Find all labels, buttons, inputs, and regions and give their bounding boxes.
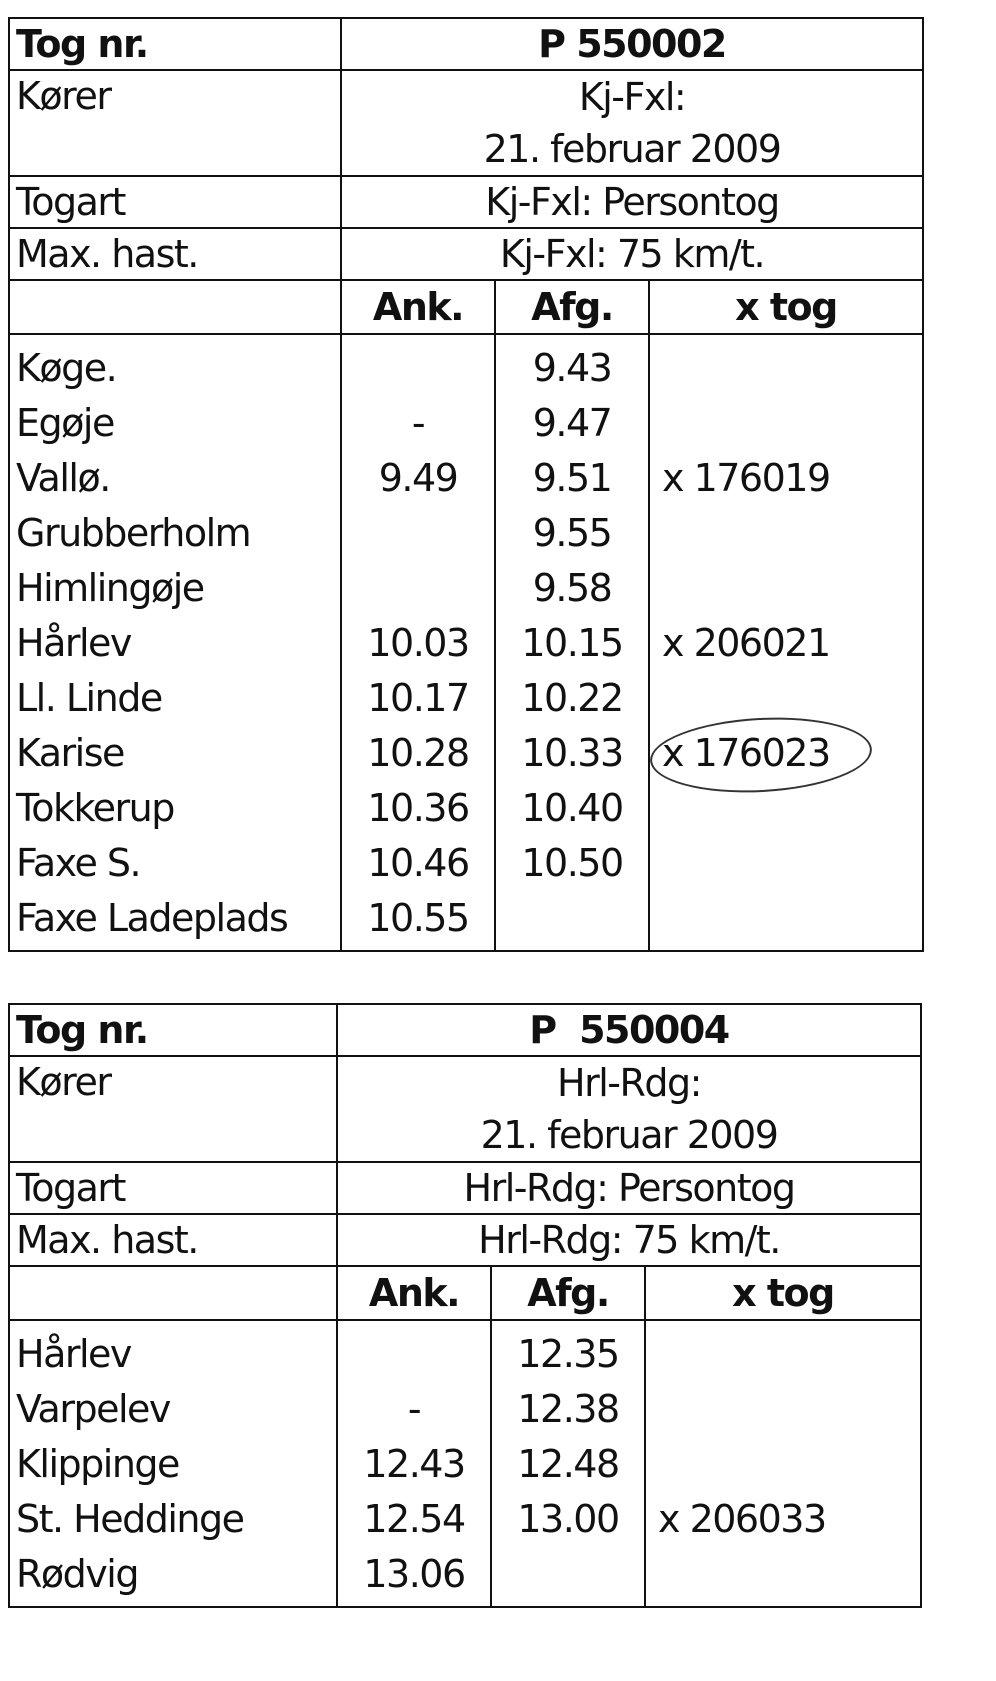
station-column bbox=[9, 334, 341, 951]
column-header-arrival: Ank. bbox=[337, 1266, 491, 1320]
station-name: Karise bbox=[16, 731, 124, 775]
train-type-row bbox=[9, 1162, 921, 1214]
train-type-label: Togart bbox=[9, 1162, 337, 1214]
crossing-train bbox=[656, 891, 916, 946]
max-speed-row bbox=[9, 228, 923, 280]
train-type-value: Hrl-Rdg: Persontog bbox=[337, 1162, 921, 1214]
arrival-column bbox=[341, 334, 495, 951]
crossing-train: x 176023 bbox=[662, 731, 830, 775]
station-name: St. Heddinge bbox=[16, 1497, 244, 1541]
arrival-time: 10.36 bbox=[367, 786, 469, 830]
arrival-time: 12.43 bbox=[363, 1442, 465, 1486]
max-speed-label: Max. hast. bbox=[9, 228, 341, 280]
departure-time: 12.35 bbox=[517, 1332, 619, 1376]
arrival-time bbox=[348, 341, 488, 396]
crossing-train: x 206021 bbox=[662, 621, 830, 665]
train-number-row bbox=[9, 1004, 921, 1056]
crossing-train: x 206033 bbox=[658, 1497, 826, 1541]
crossing-train bbox=[656, 396, 916, 451]
station-name: Himlingøje bbox=[16, 566, 204, 610]
max-speed-value: Kj-Fxl: 75 km/t. bbox=[341, 228, 923, 280]
column-header-station bbox=[9, 280, 341, 334]
departure-time: 10.33 bbox=[521, 731, 623, 775]
station-name: Hårlev bbox=[16, 621, 131, 665]
station-name: Faxe S. bbox=[16, 841, 141, 885]
station-name: Tokkerup bbox=[16, 786, 174, 830]
departure-column bbox=[495, 334, 649, 951]
crossing-train bbox=[656, 506, 916, 561]
departure-time: 12.48 bbox=[517, 1442, 619, 1486]
departure-time: 10.50 bbox=[521, 841, 623, 885]
train-number-row bbox=[9, 18, 923, 70]
driver-row bbox=[9, 1056, 921, 1162]
column-header-row bbox=[9, 1266, 921, 1320]
train-number-value: P 550004 bbox=[337, 1004, 921, 1056]
arrival-time bbox=[344, 1327, 484, 1382]
arrival-time: 10.28 bbox=[367, 731, 469, 775]
crossing-train bbox=[656, 781, 916, 836]
column-header-arrival: Ank. bbox=[341, 280, 495, 334]
station-name: Rødvig bbox=[16, 1552, 138, 1596]
column-header-departure: Afg. bbox=[495, 280, 649, 334]
crossing-column bbox=[645, 1320, 921, 1607]
station-name: Grubberholm bbox=[16, 511, 251, 555]
station-name: Faxe Ladeplads bbox=[16, 896, 288, 940]
arrival-time: 10.46 bbox=[367, 841, 469, 885]
max-speed-label: Max. hast. bbox=[9, 1214, 337, 1266]
crossing-train bbox=[652, 1547, 914, 1602]
arrival-time: 13.06 bbox=[363, 1552, 465, 1596]
arrival-time: - bbox=[407, 1387, 421, 1431]
departure-time bbox=[498, 1547, 638, 1602]
column-header-station bbox=[9, 1266, 337, 1320]
driver-date: 21. februar 2009 bbox=[483, 127, 781, 171]
arrival-time bbox=[348, 561, 488, 616]
stops-body bbox=[9, 1320, 921, 1607]
crossing-train bbox=[656, 836, 916, 891]
departure-time: 9.58 bbox=[532, 566, 612, 610]
arrival-time: - bbox=[411, 401, 425, 445]
departure-time: 9.51 bbox=[532, 456, 612, 500]
station-name: Hårlev bbox=[16, 1332, 131, 1376]
arrival-time: 10.17 bbox=[367, 676, 469, 720]
station-name: Køge. bbox=[16, 346, 117, 390]
crossing-train bbox=[652, 1382, 914, 1437]
arrival-time: 9.49 bbox=[378, 456, 458, 500]
driver-value bbox=[337, 1056, 921, 1162]
train-type-value: Kj-Fxl: Persontog bbox=[341, 176, 923, 228]
stops-body bbox=[9, 334, 923, 951]
max-speed-row bbox=[9, 1214, 921, 1266]
crossing-train bbox=[652, 1327, 914, 1382]
train-number-label: Tog nr. bbox=[9, 18, 341, 70]
crossing-train bbox=[656, 341, 916, 396]
arrival-time bbox=[348, 506, 488, 561]
crossing-train bbox=[656, 671, 916, 726]
station-name: Klippinge bbox=[16, 1442, 179, 1486]
driver-label: Kører bbox=[9, 70, 341, 176]
departure-time: 12.38 bbox=[517, 1387, 619, 1431]
timetable-1 bbox=[8, 17, 924, 952]
driver-route: Kj-Fxl: bbox=[578, 75, 686, 119]
driver-row bbox=[9, 70, 923, 176]
departure-time: 9.47 bbox=[532, 401, 612, 445]
crossing-train bbox=[652, 1437, 914, 1492]
train-type-label: Togart bbox=[9, 176, 341, 228]
driver-date: 21. februar 2009 bbox=[480, 1113, 778, 1157]
driver-route: Hrl-Rdg: bbox=[557, 1061, 701, 1105]
column-header-crossing: x tog bbox=[645, 1266, 921, 1320]
timetable-2 bbox=[8, 1003, 922, 1608]
crossing-train-circled bbox=[656, 726, 916, 781]
driver-label: Kører bbox=[9, 1056, 337, 1162]
handwritten-circle-annotation bbox=[662, 726, 830, 781]
column-header-crossing: x tog bbox=[649, 280, 923, 334]
departure-time: 13.00 bbox=[517, 1497, 619, 1541]
departure-column bbox=[491, 1320, 645, 1607]
departure-time: 10.15 bbox=[521, 621, 623, 665]
train-number-value: P 550002 bbox=[341, 18, 923, 70]
driver-value bbox=[341, 70, 923, 176]
arrival-time: 12.54 bbox=[363, 1497, 465, 1541]
max-speed-value: Hrl-Rdg: 75 km/t. bbox=[337, 1214, 921, 1266]
column-header-row bbox=[9, 280, 923, 334]
station-name: Ll. Linde bbox=[16, 676, 162, 720]
station-name: Egøje bbox=[16, 401, 114, 445]
train-number-label: Tog nr. bbox=[9, 1004, 337, 1056]
arrival-time: 10.03 bbox=[367, 621, 469, 665]
departure-time: 10.40 bbox=[521, 786, 623, 830]
crossing-train bbox=[656, 561, 916, 616]
column-header-departure: Afg. bbox=[491, 1266, 645, 1320]
arrival-column bbox=[337, 1320, 491, 1607]
station-column bbox=[9, 1320, 337, 1607]
arrival-time: 10.55 bbox=[367, 896, 469, 940]
departure-time bbox=[502, 891, 642, 946]
station-name: Vallø. bbox=[16, 456, 110, 500]
departure-time: 9.43 bbox=[532, 346, 612, 390]
crossing-train: x 176019 bbox=[662, 456, 830, 500]
departure-time: 9.55 bbox=[532, 511, 612, 555]
departure-time: 10.22 bbox=[521, 676, 623, 720]
crossing-column bbox=[649, 334, 923, 951]
station-name: Varpelev bbox=[16, 1387, 170, 1431]
train-type-row bbox=[9, 176, 923, 228]
